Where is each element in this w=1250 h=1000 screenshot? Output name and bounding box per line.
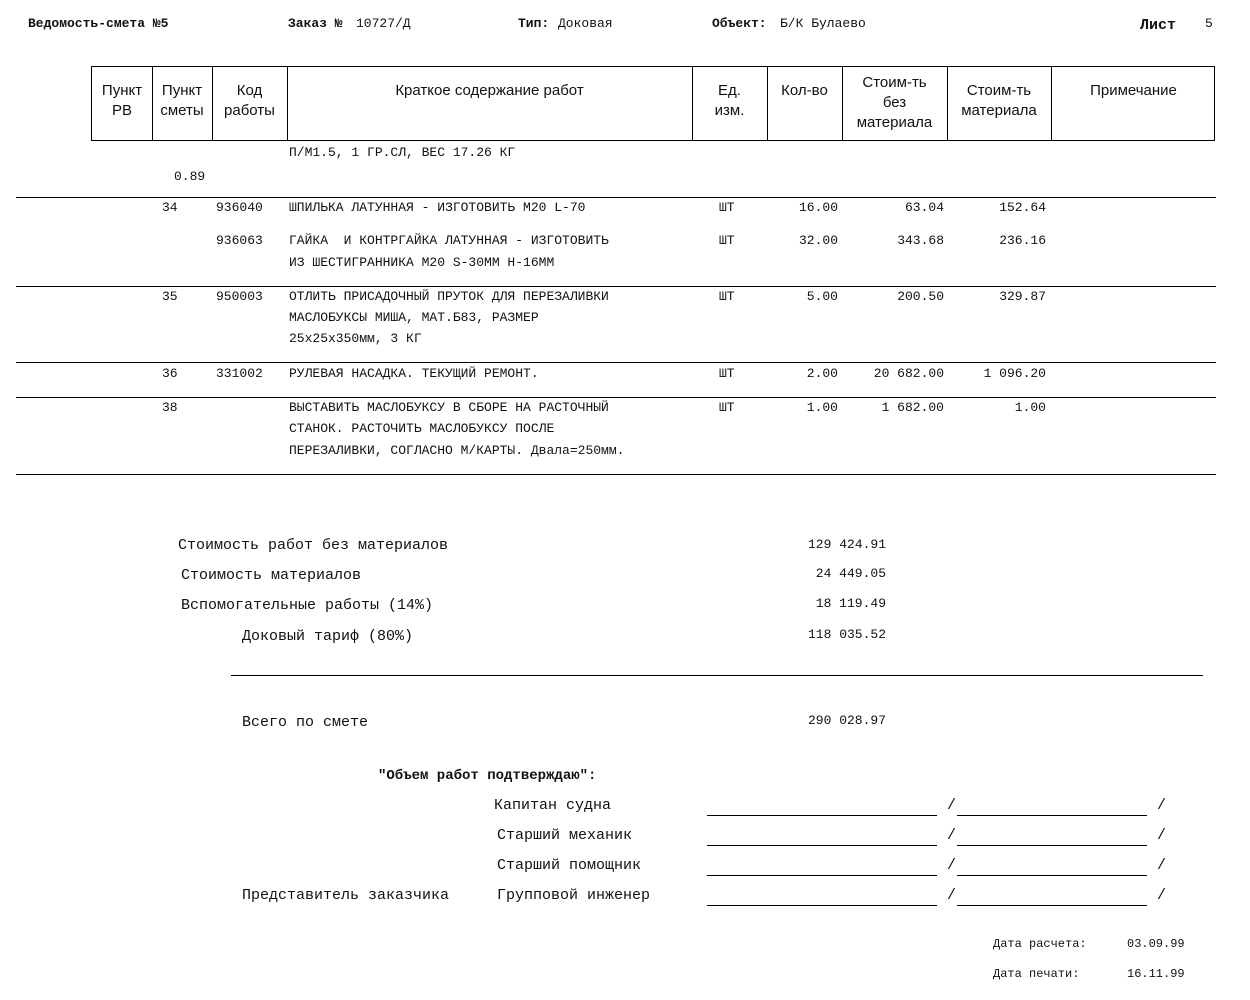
cost-material: 152.64 [999,200,1046,215]
unit: ШТ [719,233,735,248]
slash: / [947,797,957,814]
slash: / [947,827,957,844]
cost-no-material: 1 682.00 [881,400,944,415]
dock-tariff-value: 118 035.52 [807,627,886,642]
work-description: МАСЛОБУКСЫ МИША, МАТ.Б83, РАЗМЕР [289,310,539,325]
cost-material: 329.87 [999,289,1046,304]
table-header [91,66,1215,141]
customer-representative-label: Представитель заказчика [242,887,450,904]
carry-line: П/М1.5, 1 ГР.СЛ, ВЕС 17.26 КГ [289,145,516,160]
object-value: Б/К Булаево [780,16,866,31]
work-description: ПЕРЕЗАЛИВКИ, СОГЛАСНО М/КАРТЫ. Двала=250мм. [289,443,625,458]
slash: / [1157,887,1167,904]
signature-line [707,875,937,876]
name-line [957,815,1147,816]
unit: ШТ [719,366,735,381]
signer-captain: Капитан судна [494,797,612,814]
work-description: ГАЙКА И КОНТРГАЙКА ЛАТУННАЯ - ИЗГОТОВИТЬ [289,233,609,248]
grand-total-value: 290 028.97 [807,713,886,728]
quantity: 16.00 [798,200,838,215]
document-title: Ведомость-смета №5 [28,16,169,31]
sheet-label: Лист [1140,17,1177,34]
col-cost-no-material: Стоим-ть без материала [856,74,933,131]
sheet-number: 5 [1205,16,1213,31]
slash: / [1157,857,1167,874]
work-description: ОТЛИТЬ ПРИСАДОЧНЫЙ ПРУТОК ДЛЯ ПЕРЕЗАЛИВКИ [289,289,609,304]
dock-tariff-label: Доковый тариф (80%) [242,628,414,645]
work-code: 950003 [216,289,263,304]
work-description: 25х25х350мм, 3 КГ [289,331,422,346]
table-bottom-line [16,474,1216,475]
work-code: 936040 [216,200,263,215]
works-cost-value: 129 424.91 [807,537,886,552]
col-punkt-rv: Пункт РВ [101,82,143,119]
row-divider [16,362,1216,363]
row-divider [16,397,1216,398]
col-note: Примечание [1090,82,1177,99]
row-divider [16,197,1216,198]
type-value: Доковая [558,16,613,31]
col-content: Краткое содержание работ [395,82,584,99]
order-label: Заказ № [288,16,343,31]
aux-works-label: Вспомогательные работы (14%) [181,597,434,614]
quantity: 32.00 [798,233,838,248]
signature-line [707,815,937,816]
print-date-label: Дата печати: [993,967,1080,981]
col-cost-material: Стоим-ть материала [961,82,1037,119]
name-line [957,845,1147,846]
order-number: 10727/Д [356,16,411,31]
cost-material: 1.00 [1014,400,1046,415]
object-label: Объект: [712,16,767,31]
item-number: 34 [162,200,178,215]
cost-material: 1 096.20 [983,366,1046,381]
signature-line [707,845,937,846]
calc-date-value: 03.09.99 [1127,937,1185,951]
unit: ШТ [719,289,735,304]
row-divider [16,286,1216,287]
works-cost-label: Стоимость работ без материалов [178,537,449,554]
work-description: ВЫСТАВИТЬ МАСЛОБУКСУ В СБОРЕ НА РАСТОЧНЫЙ [289,400,609,415]
carry-value: 0.89 [174,169,206,184]
col-unit: Ед. изм. [714,82,745,119]
calc-date-label: Дата расчета: [993,937,1087,951]
quantity: 1.00 [806,400,838,415]
cost-no-material: 200.50 [897,289,944,304]
cost-no-material: 20 682.00 [873,366,944,381]
quantity: 5.00 [806,289,838,304]
materials-cost-label: Стоимость материалов [181,567,362,584]
cost-no-material: 63.04 [904,200,944,215]
slash: / [947,857,957,874]
item-number: 38 [162,400,178,415]
signer-chief-mate: Старший помощник [497,857,642,874]
slash: / [1157,827,1167,844]
totals-divider [231,675,1203,676]
cost-material: 236.16 [999,233,1046,248]
signer-group-engineer: Групповой инженер [497,887,651,904]
item-number: 35 [162,289,178,304]
work-description: РУЛЕВАЯ НАСАДКА. ТЕКУЩИЙ РЕМОНТ. [289,366,539,381]
work-description: ШПИЛЬКА ЛАТУННАЯ - ИЗГОТОВИТЬ М20 L-70 [289,200,586,215]
work-code: 331002 [216,366,263,381]
materials-cost-value: 24 449.05 [815,566,886,581]
unit: ШТ [719,200,735,215]
type-label: Тип: [518,16,550,31]
work-code: 936063 [216,233,263,248]
item-number: 36 [162,366,178,381]
col-kod-raboty: Код работы [224,82,275,119]
work-description: ИЗ ШЕСТИГРАННИКА М20 S-30ММ Н-16ММ [289,255,555,270]
quantity: 2.00 [806,366,838,381]
signature-line [707,905,937,906]
grand-total-label: Всего по смете [242,714,369,731]
signer-chief-engineer: Старший механик [497,827,633,844]
aux-works-value: 18 119.49 [815,596,886,611]
col-qty: Кол-во [781,82,828,99]
unit: ШТ [719,400,735,415]
col-punkt-smety: Пункт сметы [160,82,204,119]
slash: / [947,887,957,904]
confirmation-heading: "Объем работ подтверждаю": [378,768,597,784]
name-line [957,875,1147,876]
name-line [957,905,1147,906]
slash: / [1157,797,1167,814]
work-description: СТАНОК. РАСТОЧИТЬ МАСЛОБУКСУ ПОСЛЕ [289,421,555,436]
print-date-value: 16.11.99 [1127,967,1185,981]
cost-no-material: 343.68 [897,233,944,248]
